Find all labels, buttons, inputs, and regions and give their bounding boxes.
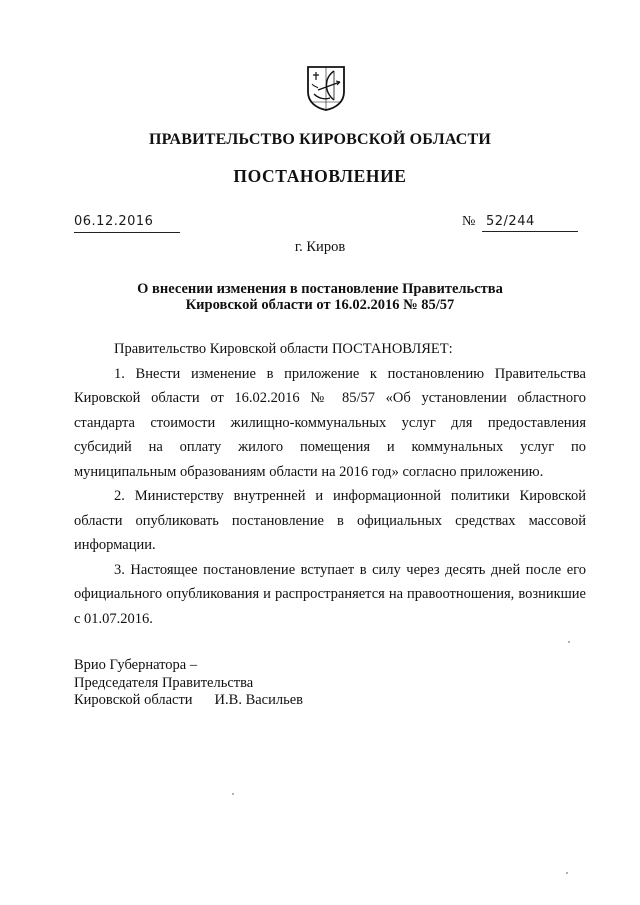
signature-block xyxy=(74,657,434,710)
scan-speck xyxy=(568,641,570,643)
signature-line-3 xyxy=(74,692,434,710)
subject-line-2: Кировской области от 16.02.2016 № 85/57 xyxy=(185,297,455,313)
signatory-name: И.В. Васильев xyxy=(214,692,303,708)
number-label: № xyxy=(462,214,476,229)
paragraph-1: 1. Внести изменение в приложение к постановлению Правительства Кировской области от 16.02.2016 № 85/57 «Об установлении областного стандарта стоимости жилищно-коммунальных услуг для предоставления субсидий на оплату жилого помещения и коммунальных услуг по муниципальным образованиям области на 2016 год» согласно приложению. xyxy=(74,365,586,480)
coat-of-arms-icon xyxy=(304,64,348,112)
subject-line-1: О внесении изменения в постановление Правительства xyxy=(137,281,503,297)
document-body xyxy=(74,337,586,631)
paragraph-2: 2. Министерству внутренней и информационной политики Кировской области опубликовать постановление в официальных средствах массовой информации. xyxy=(74,488,586,553)
signature-line-1: Врио Губернатора – xyxy=(74,657,198,673)
signature-region: Кировской области xyxy=(74,692,193,708)
paragraph-3: 3. Настоящее постановление вступает в силу через десять дней после его официального опубликования и распространяется на правоотношения, возникшие с 01.07.2016. xyxy=(74,561,586,627)
date-field: 06.12.2016 xyxy=(74,214,180,233)
number-field: 52/244 xyxy=(482,214,578,232)
city-line: г. Киров xyxy=(294,239,346,255)
signature-line-2: Председателя Правительства xyxy=(74,674,254,691)
subject-heading xyxy=(110,281,530,313)
preamble: Правительство Кировской области ПОСТАНОВЛЯЕТ: xyxy=(114,341,453,357)
scan-speck xyxy=(232,793,234,795)
organization-title: ПРАВИТЕЛЬСТВО КИРОВСКОЙ ОБЛАСТИ xyxy=(148,131,492,148)
document-type-title: ПОСТАНОВЛЕНИЕ xyxy=(233,166,407,186)
scan-speck xyxy=(566,872,568,874)
